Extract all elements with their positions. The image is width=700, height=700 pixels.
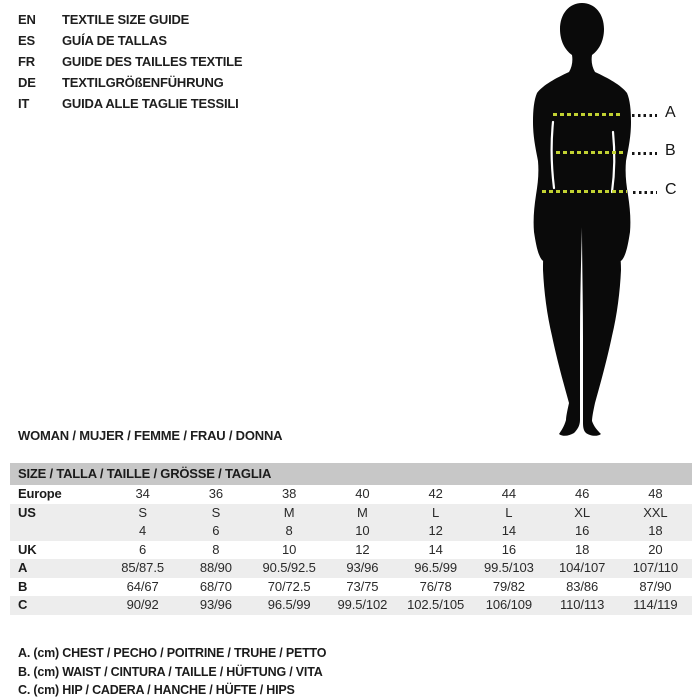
table-cell: 88/90 xyxy=(199,560,232,575)
table-cell: 106/109 xyxy=(485,597,533,612)
size-table-rows xyxy=(10,485,692,615)
table-cell: 48 xyxy=(648,486,663,501)
measurement-legend xyxy=(18,644,326,700)
waist-dash-on-body xyxy=(556,151,624,154)
table-row xyxy=(10,559,692,578)
table-cell: 10 xyxy=(281,541,297,557)
table-cell: 102.5/105 xyxy=(407,597,465,612)
table-cell: 93/96 xyxy=(346,560,379,575)
table-cell: M xyxy=(283,504,295,520)
language-code: DE xyxy=(18,75,36,90)
table-cell: 104/107 xyxy=(558,560,606,575)
row-label xyxy=(10,522,106,541)
table-cell: 46 xyxy=(574,486,590,501)
table-cell: 99.5/103 xyxy=(483,560,534,575)
table-cell: 20 xyxy=(648,541,663,557)
language-code: EN xyxy=(18,12,36,27)
language-item xyxy=(18,30,242,51)
size-table xyxy=(10,463,692,615)
table-cell: 8 xyxy=(212,541,220,557)
language-item xyxy=(18,72,242,93)
table-cell: 107/110 xyxy=(632,560,679,575)
table-row xyxy=(10,541,692,560)
table-cell: 85/87.5 xyxy=(121,560,164,575)
waist-label: B xyxy=(665,142,676,159)
legend-item: A. (cm) CHEST / PECHO / POITRINE / TRUHE / PETTO xyxy=(18,646,327,660)
table-row xyxy=(10,485,692,504)
table-cell: 14 xyxy=(428,541,443,557)
size-table-header: SIZE / TALLA / TAILLE / GRÖSSE / TAGLIA xyxy=(10,463,692,485)
table-cell: 110/113 xyxy=(559,597,605,612)
table-cell: L xyxy=(505,504,513,520)
table-cell: 12 xyxy=(428,523,443,538)
table-cell: 42 xyxy=(428,486,443,501)
table-cell: 73/75 xyxy=(346,578,379,594)
table-cell: 90.5/92.5 xyxy=(262,560,316,575)
woman-silhouette-icon xyxy=(480,0,680,450)
language-name: GUIDE DES TAILLES TEXTILE xyxy=(62,54,243,69)
table-cell: 14 xyxy=(501,523,516,538)
legend-item: C. (cm) HIP / CADERA / HANCHE / HÜFTE / HIPS xyxy=(18,683,295,697)
legend-item: B. (cm) WAIST / CINTURA / TAILLE / HÜFTUNG / VITA xyxy=(18,664,323,679)
table-cell: 18 xyxy=(574,541,590,557)
table-cell: 99.5/102 xyxy=(337,597,388,612)
chest-label: A xyxy=(665,104,676,121)
table-row xyxy=(10,504,692,523)
table-cell: 36 xyxy=(208,486,223,501)
table-row xyxy=(10,578,692,597)
language-item xyxy=(18,9,242,30)
table-cell: L xyxy=(432,504,440,520)
language-name: GUÍA DE TALLAS xyxy=(62,33,167,48)
woman-section-heading: WOMAN / MUJER / FEMME / FRAU / DONNA xyxy=(18,428,283,443)
table-cell: 70/72.5 xyxy=(267,578,311,594)
table-cell: 38 xyxy=(281,486,297,501)
row-label: US xyxy=(18,504,36,520)
language-name: GUIDA ALLE TAGLIE TESSILI xyxy=(62,96,239,111)
table-cell: 96.5/99 xyxy=(414,560,457,575)
table-row xyxy=(10,522,692,541)
language-code: IT xyxy=(18,96,30,111)
language-item xyxy=(18,51,242,72)
table-cell: 87/90 xyxy=(639,578,672,594)
table-cell: 90/92 xyxy=(126,597,159,612)
language-name: TEXTILGRÖßENFÜHRUNG xyxy=(62,75,224,90)
language-list xyxy=(18,9,242,114)
table-cell: XL xyxy=(574,504,590,520)
row-label: C xyxy=(18,597,28,612)
table-cell: 16 xyxy=(501,541,516,557)
waist-dash-pointer xyxy=(632,152,657,155)
table-cell: 76/78 xyxy=(419,578,452,594)
table-cell: 8 xyxy=(285,523,293,538)
row-label: A xyxy=(18,560,28,575)
language-code: FR xyxy=(18,54,35,69)
table-cell: 114/119 xyxy=(633,597,678,612)
hip-dash-pointer xyxy=(633,191,657,194)
language-code: ES xyxy=(18,33,35,48)
language-item xyxy=(18,93,242,114)
row-label: Europe xyxy=(18,486,62,501)
table-cell: 96.5/99 xyxy=(267,597,311,612)
table-cell: 34 xyxy=(135,486,150,501)
hip-dash-on-body xyxy=(542,190,627,193)
table-cell: 40 xyxy=(355,486,370,501)
table-cell: S xyxy=(211,504,221,520)
chest-dash-pointer xyxy=(632,114,657,117)
table-cell: 83/86 xyxy=(566,578,599,594)
table-cell: 18 xyxy=(648,523,663,538)
table-cell: 93/96 xyxy=(199,597,232,612)
row-label: B xyxy=(18,578,28,594)
table-cell: 16 xyxy=(574,523,590,538)
table-cell: 6 xyxy=(212,523,220,538)
table-cell: 10 xyxy=(355,523,370,538)
table-cell: 79/82 xyxy=(492,578,525,594)
chest-dash-on-body xyxy=(553,113,621,116)
table-cell: 64/67 xyxy=(126,578,159,594)
table-cell: 6 xyxy=(139,541,147,557)
language-name: TEXTILE SIZE GUIDE xyxy=(62,12,190,27)
table-row xyxy=(10,596,692,615)
table-cell: XXL xyxy=(643,504,668,520)
row-label: UK xyxy=(18,541,37,557)
table-cell: 44 xyxy=(501,486,516,501)
hip-label: C xyxy=(665,181,677,198)
table-cell: S xyxy=(138,504,147,520)
table-cell: 68/70 xyxy=(199,578,232,594)
table-cell: M xyxy=(357,504,368,520)
table-cell: 12 xyxy=(355,541,370,557)
table-cell: 4 xyxy=(139,523,147,538)
